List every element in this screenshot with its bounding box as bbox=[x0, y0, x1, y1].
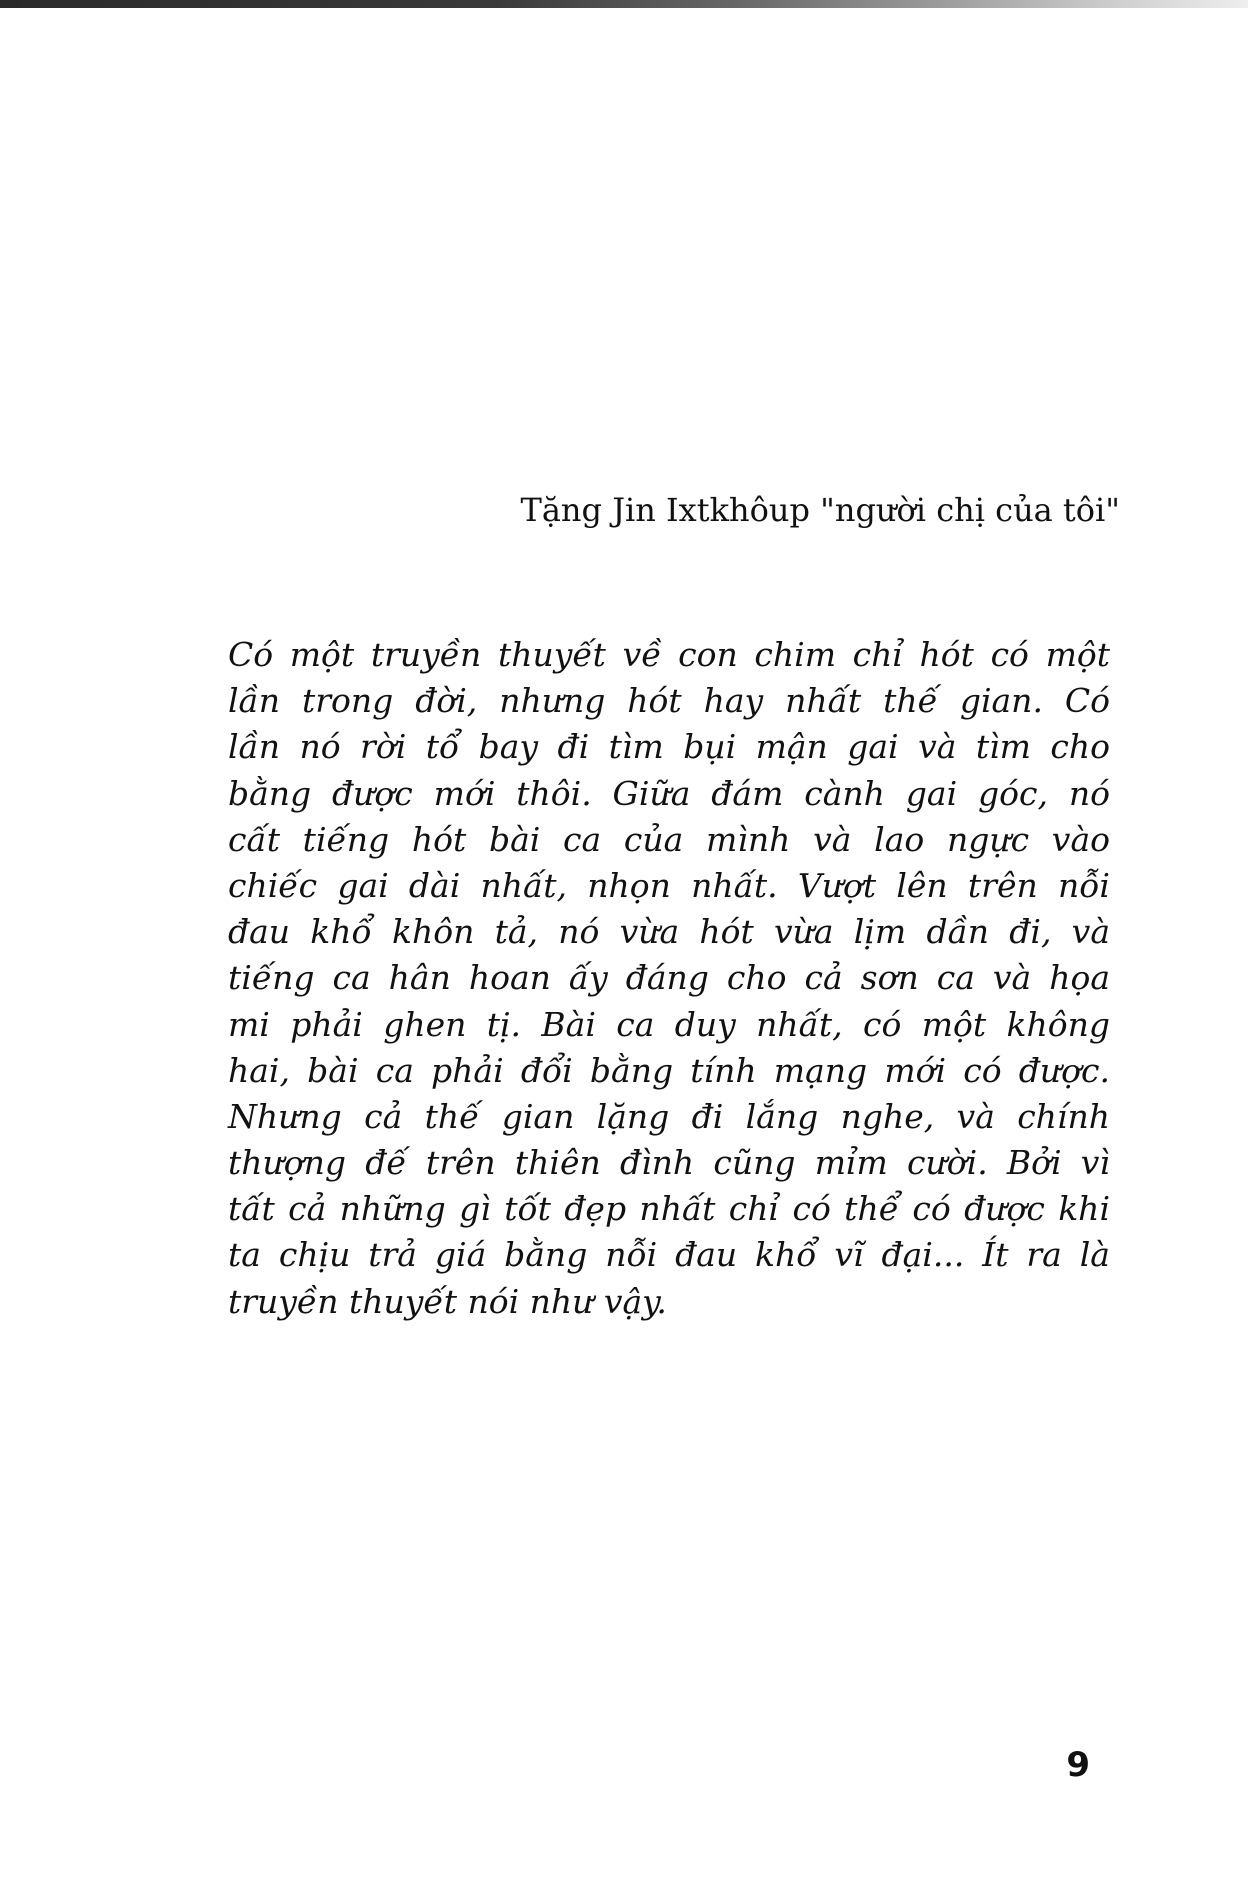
epigraph-line: hai, bài ca phải đổi bằng tính mạng mới có được. bbox=[228, 1050, 1110, 1090]
epigraph bbox=[228, 632, 1110, 1325]
page-number: 9 bbox=[1066, 1745, 1090, 1785]
dedication: Tặng Jin Ixtkhôup "người chị của tôi" bbox=[520, 491, 1120, 529]
epigraph-line: truyền thuyết nói như vậy. bbox=[228, 1281, 667, 1321]
epigraph-line: ta chịu trả giá bằng nỗi đau khổ vĩ đại... Ít ra là bbox=[228, 1235, 1110, 1275]
epigraph-line: chiếc gai dài nhất, nhọn nhất. Vượt lên trên nỗi bbox=[228, 865, 1110, 905]
epigraph-line: mi phải ghen tị. Bài ca duy nhất, có một không bbox=[228, 1004, 1110, 1044]
epigraph-line: bằng được mới thôi. Giữa đám cành gai góc, nó bbox=[228, 773, 1110, 813]
epigraph-line: lần nó rời tổ bay đi tìm bụi mận gai và tìm cho bbox=[228, 727, 1110, 767]
epigraph-line: tất cả những gì tốt đẹp nhất chỉ có thể có được khi bbox=[228, 1189, 1110, 1229]
epigraph-line: lần trong đời, nhưng hót hay nhất thế gian. Có bbox=[228, 681, 1110, 721]
epigraph-line: cất tiếng hót bài ca của mình và lao ngực vào bbox=[228, 819, 1110, 859]
epigraph-line: Nhưng cả thế gian lặng đi lắng nghe, và chính bbox=[228, 1096, 1110, 1136]
epigraph-line: tiếng ca hân hoan ấy đáng cho cả sơn ca và họa bbox=[228, 958, 1110, 998]
epigraph-line: đau khổ khôn tả, nó vừa hót vừa lịm dần đi, và bbox=[228, 912, 1110, 952]
epigraph-line: thượng đế trên thiên đình cũng mỉm cười. Bởi vì bbox=[228, 1143, 1110, 1183]
epigraph-line: Có một truyền thuyết về con chim chỉ hót có một bbox=[228, 635, 1110, 674]
